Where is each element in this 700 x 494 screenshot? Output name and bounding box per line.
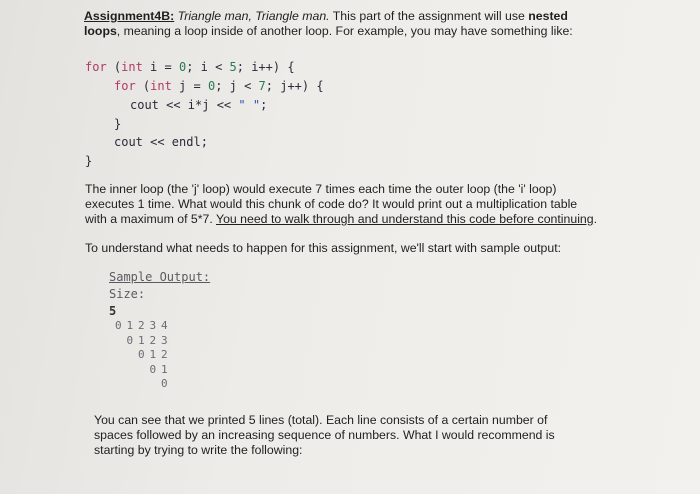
closing-line-3: starting by trying to write the following: [94, 443, 303, 457]
sample-digit: 2 [149, 333, 157, 347]
assignment-label: Assignment4B: [84, 9, 175, 23]
sample-digit: 0 [161, 377, 168, 391]
sample-digit: 3 [161, 333, 168, 347]
explain-line-3: with a maximum of 5*7. You need to walk through and understand this code before continuing. [85, 212, 598, 226]
explain-line-1: The inner loop (the 'j' loop) would execute 7 times each time the outer loop (the 'i' loop) [85, 182, 557, 196]
walk-through-note: You need to walk through and understand this code before continuing [216, 212, 594, 226]
sample-digit: 3 [149, 319, 157, 332]
sample-digit: 1 [161, 362, 168, 376]
sample-size-value: 5 [109, 304, 117, 318]
sample-digit: 1 [138, 333, 145, 347]
code-line-close-inner: } [114, 117, 122, 131]
loops-word: loops [84, 24, 117, 38]
sample-output-heading: Sample Output: [109, 270, 211, 284]
sample-digit: 0 [149, 362, 157, 376]
assignment-title: Triangle man, Triangle man. [177, 9, 330, 23]
intro-text-2: , meaning a loop inside of another loop. For example, you may have something like: [116, 24, 573, 38]
intro-line-1 [84, 9, 568, 23]
sample-digit: 1 [126, 319, 134, 332]
sample-digit: 1 [149, 348, 157, 362]
sample-digit: 4 [161, 319, 168, 332]
code-line-close-outer: } [85, 154, 93, 168]
code-line-cout-product: cout << i*j << " "; [130, 98, 268, 112]
sample-digit: 0 [115, 319, 122, 332]
sample-digit: 0 [126, 333, 134, 347]
nested-word: nested [528, 9, 568, 23]
sample-digit: 2 [161, 348, 168, 362]
code-line-outer-for: for (int i = 0; i < 5; i++) { [85, 60, 295, 74]
understand-line: To understand what needs to happen for this assignment, we'll start with sample output: [85, 241, 562, 255]
code-line-inner-for: for (int j = 0; j < 7; j++) { [114, 79, 324, 93]
sample-digit: 2 [138, 319, 145, 332]
code-line-cout-endl: cout << endl; [114, 135, 208, 149]
sample-size-label: Size: [109, 287, 146, 301]
explain-line-2: executes 1 time. What would this chunk of code do? It would print out a multiplication table [85, 197, 578, 211]
sample-digit: 0 [138, 348, 145, 362]
closing-line-1: You can see that we printed 5 lines (total). Each line consists of a certain number of [94, 413, 548, 427]
intro-line-2 [84, 24, 573, 38]
closing-line-2: spaces followed by an increasing sequence of numbers. What I would recommend is [94, 428, 555, 442]
intro-text: This part of the assignment will use [332, 9, 525, 23]
